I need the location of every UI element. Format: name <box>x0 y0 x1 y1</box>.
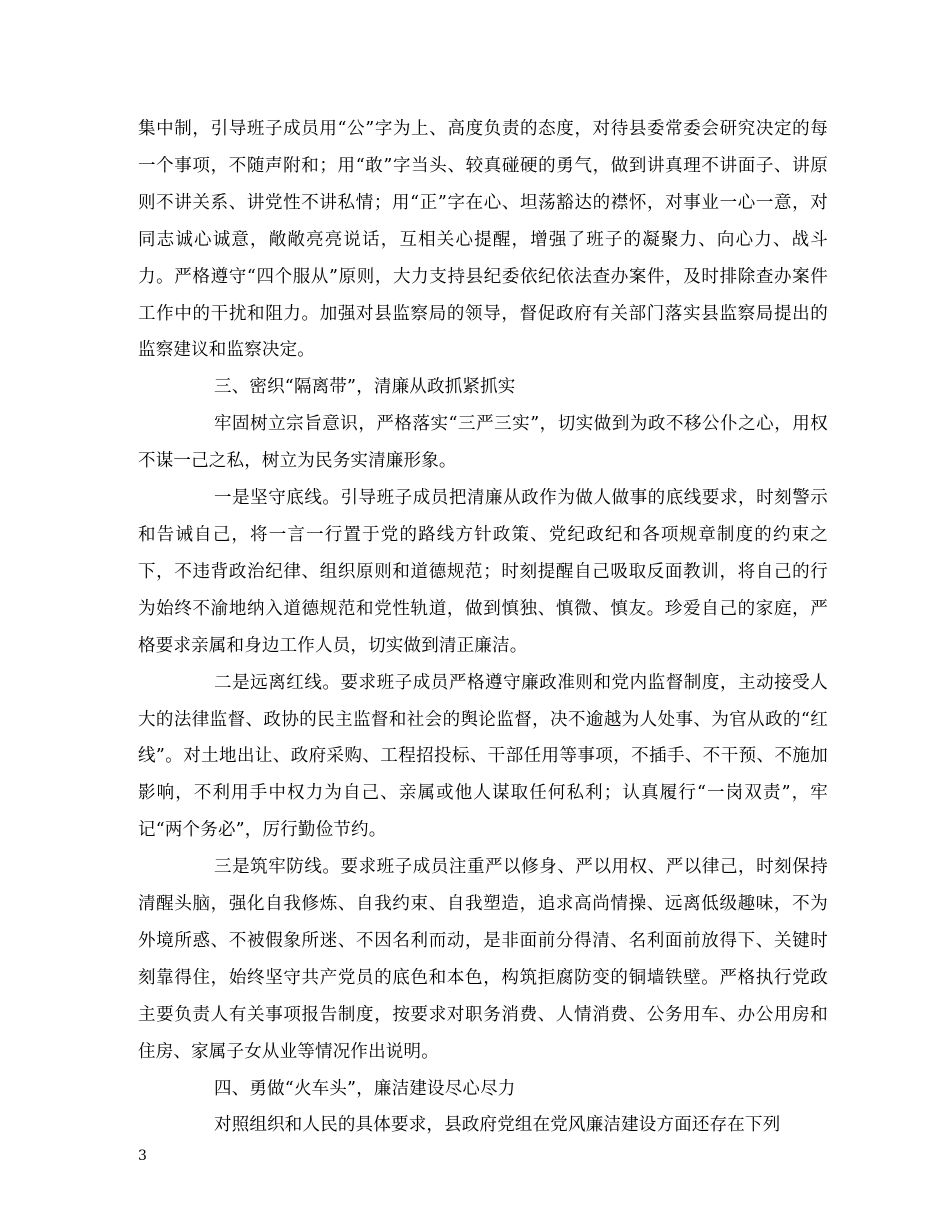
paragraph-defense-line: 三是筑牢防线。要求班子成员注重严以修身、严以用权、严以律己，时刻保持清醒头脑，强化自我修炼、自我约束、自我塑造，追求高尚情操、远离低级趣味，不为外境所惑、不被假象所迷、不因名利而动，是非面前分得清、名利面前放得下、关键时刻靠得住，始终坚守共产党员的底色和本色，构筑拒腐防变的铜墙铁壁。严格执行党政主要负责人有关事项报告制度，按要求对职务消费、人情消费、公务用车、办公用房和住房、家属子女从业等情况作出说明。 <box>138 857 828 1062</box>
page-number: 3 <box>138 1148 147 1164</box>
section-heading-three: 三、密织“隔离带”，清廉从政抓紧抓实 <box>214 377 516 398</box>
paragraph-purpose: 牢固树立宗旨意识，严格落实“三严三实”，切实做到为政不移公仆之心，用权不谋一己之私，树立为民务实清廉形象。 <box>138 414 828 472</box>
paragraph-requirements: 对照组织和人民的具体要求，县政府党组在党风廉洁建设方面还存在下列 <box>214 1115 781 1136</box>
section-heading-four: 四、勇做“火车头”，廉洁建设尽心尽力 <box>214 1078 516 1099</box>
paragraph-continuation: 集中制，引导班子成员用“公”字为上、高度负责的态度，对待县委常委会研究决定的每一个事项，不随声附和；用“敢”字当头、较真碰硬的勇气，做到讲真理不讲面子、讲原则不讲关系、讲党性不讲私情；用“正”字在心、坦荡豁达的襟怀，对事业一心一意，对同志诚心诚意，敞敞亮亮说话，互相关心提醒，增强了班子的凝聚力、向心力、战斗力。严格遵守“四个服从”原则，大力支持县纪委依纪依法查办案件，及时排除查办案件工作中的干扰和阻力。加强对县监察局的领导，督促政府有关部门落实县监察局提出的监察建议和监察决定。 <box>138 119 828 361</box>
paragraph-red-line: 二是远离红线。要求班子成员严格遵守廉政准则和党内监督制度，主动接受人大的法律监督、政协的民主监督和社会的舆论监督，决不逾越为人处事、为官从政的“红线”。对土地出让、政府采购、工程招投标、干部任用等事项，不插手、不干预、不施加影响，不利用手中权力为自己、亲属或他人谋取任何私利；认真履行“一岗双责”，牢记“两个务必”，厉行勤俭节约。 <box>138 672 828 841</box>
document-body <box>138 111 828 1144</box>
paragraph-bottom-line: 一是坚守底线。引导班子成员把清廉从政作为做人做事的底线要求，时刻警示和告诫自己，将一言一行置于党的路线方针政策、党纪政纪和各项规章制度的约束之下，不违背政治纪律、组织原则和道德规范；时刻提醒自己吸取反面教训，将自己的行为始终不渝地纳入道德规范和党性轨道，做到慎独、慎微、慎友。珍爱自己的家庭，严格要求亲属和身边工作人员，切实做到清正廉洁。 <box>138 488 828 656</box>
